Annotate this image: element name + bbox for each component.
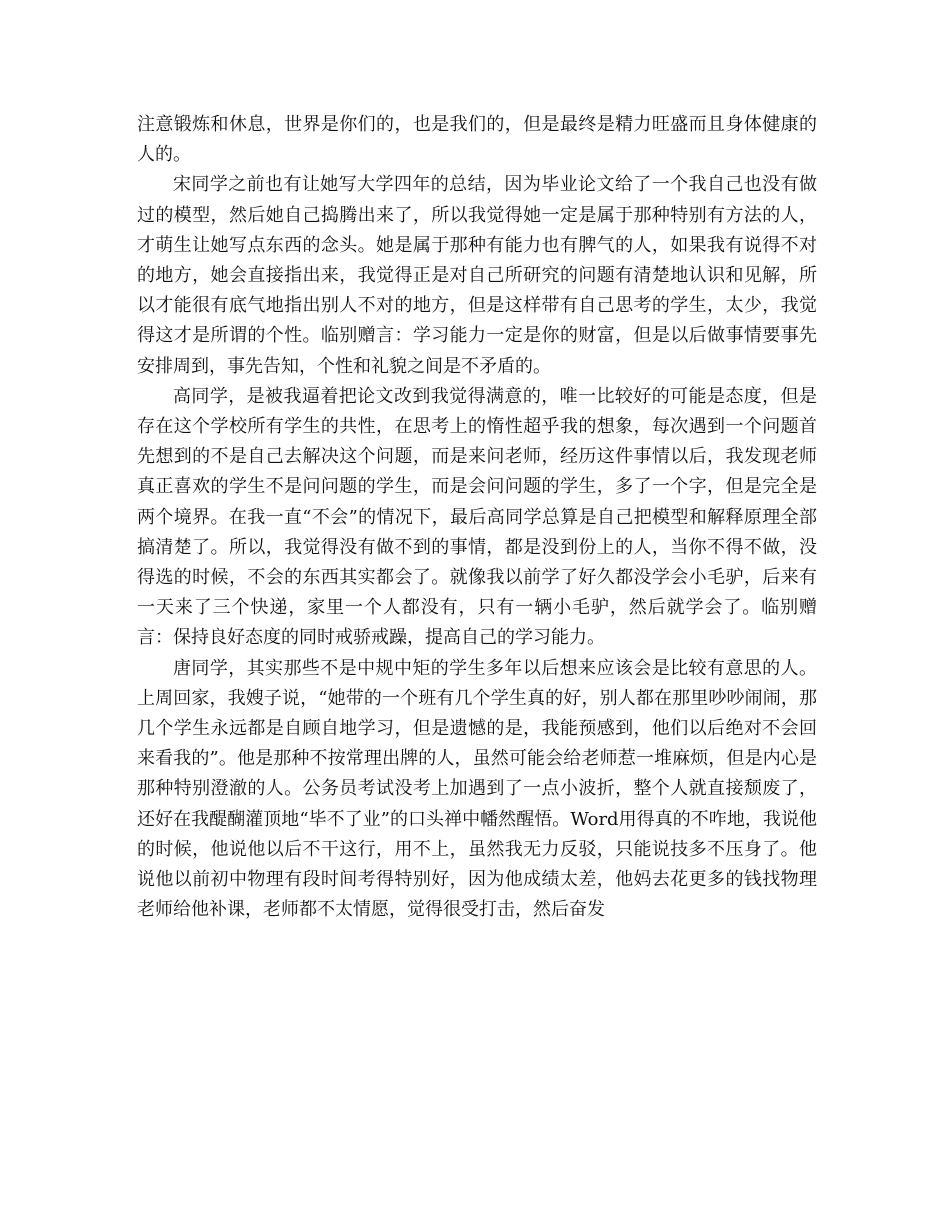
paragraph-health-advice: 注意锻炼和休息，世界是你们的，也是我们的，但是最终是精力旺盛而且身体健康的人的。 <box>137 114 817 166</box>
paragraph-student-song: 宋同学之前也有让她写大学四年的总结，因为毕业论文给了一个我自己也没有做过的模型，然后她自己捣腾出来了，所以我觉得她一定是属于那种特别有方法的人，才萌生让她写点东西的念头。她是属于那种有能力也有脾气的人，如果我有说得不对的地方，她会直接指出来，我觉得正是对自己所研究的问题有清楚地认识和见解，所以才能很有底气地指出别人不对的地方，但是这样带有自己思考的学生，太少，我觉得这才是所谓的个性。临别赠言：学习能力一定是你的财富，但是以后做事情要事先安排周到，事先告知，个性和礼貌之间是不矛盾的。 <box>137 174 817 377</box>
paragraph-student-tang: 唐同学，其实那些不是中规中矩的学生多年以后想来应该会是比较有意思的人。上周回家，我嫂子说，“她带的一个班有几个学生真的好，别人都在那里吵吵闹闹，那几个学生永远都是自顾自地学习，但是遗憾的是，我能预感到，他们以后绝对不会回来看我的”。他是那种不按常理出牌的人，虽然可能会给老师惹一堆麻烦，但是内心是那种特别澄澈的人。公务员考试没考上加遇到了一点小波折，整个人就直接颓废了，还好在我醍醐灌顶地“毕不了业”的口头禅中幡然醒悟。Word用得真的不咋地，我说他的时候，他说他以后不干这行，用不上，虽然我无力反驳，只能说技多不压身了。他说他以前初中物理有段时间考得特别好，因为他成绩太差，他妈去花更多的钱找物理老师给他补课，老师都不太情愿，觉得很受打击，然后奋发 <box>137 657 817 921</box>
paragraph-student-gao: 高同学，是被我逼着把论文改到我觉得满意的，唯一比较好的可能是态度，但是存在这个学校所有学生的共性，在思考上的惰性超乎我的想象，每次遇到一个问题首先想到的不是自己去解决这个问题，而是来问老师，经历这件事情以后，我发现老师真正喜欢的学生不是问问题的学生，而是会问问题的学生，多了一个字，但是完全是两个境界。在我一直“不会”的情况下，最后高同学总算是自己把模型和解释原理全部搞清楚了。所以，我觉得没有做不到的事情，都是没到份上的人，当你不得不做，没得选的时候，不会的东西其实都会了。就像我以前学了好久都没学会小毛驴，后来有一天来了三个快递，家里一个人都没有，只有一辆小毛驴，然后就学会了。临别赠言：保持良好态度的同时戒骄戒躁，提高自己的学习能力。 <box>137 385 817 649</box>
document-body <box>137 110 817 925</box>
